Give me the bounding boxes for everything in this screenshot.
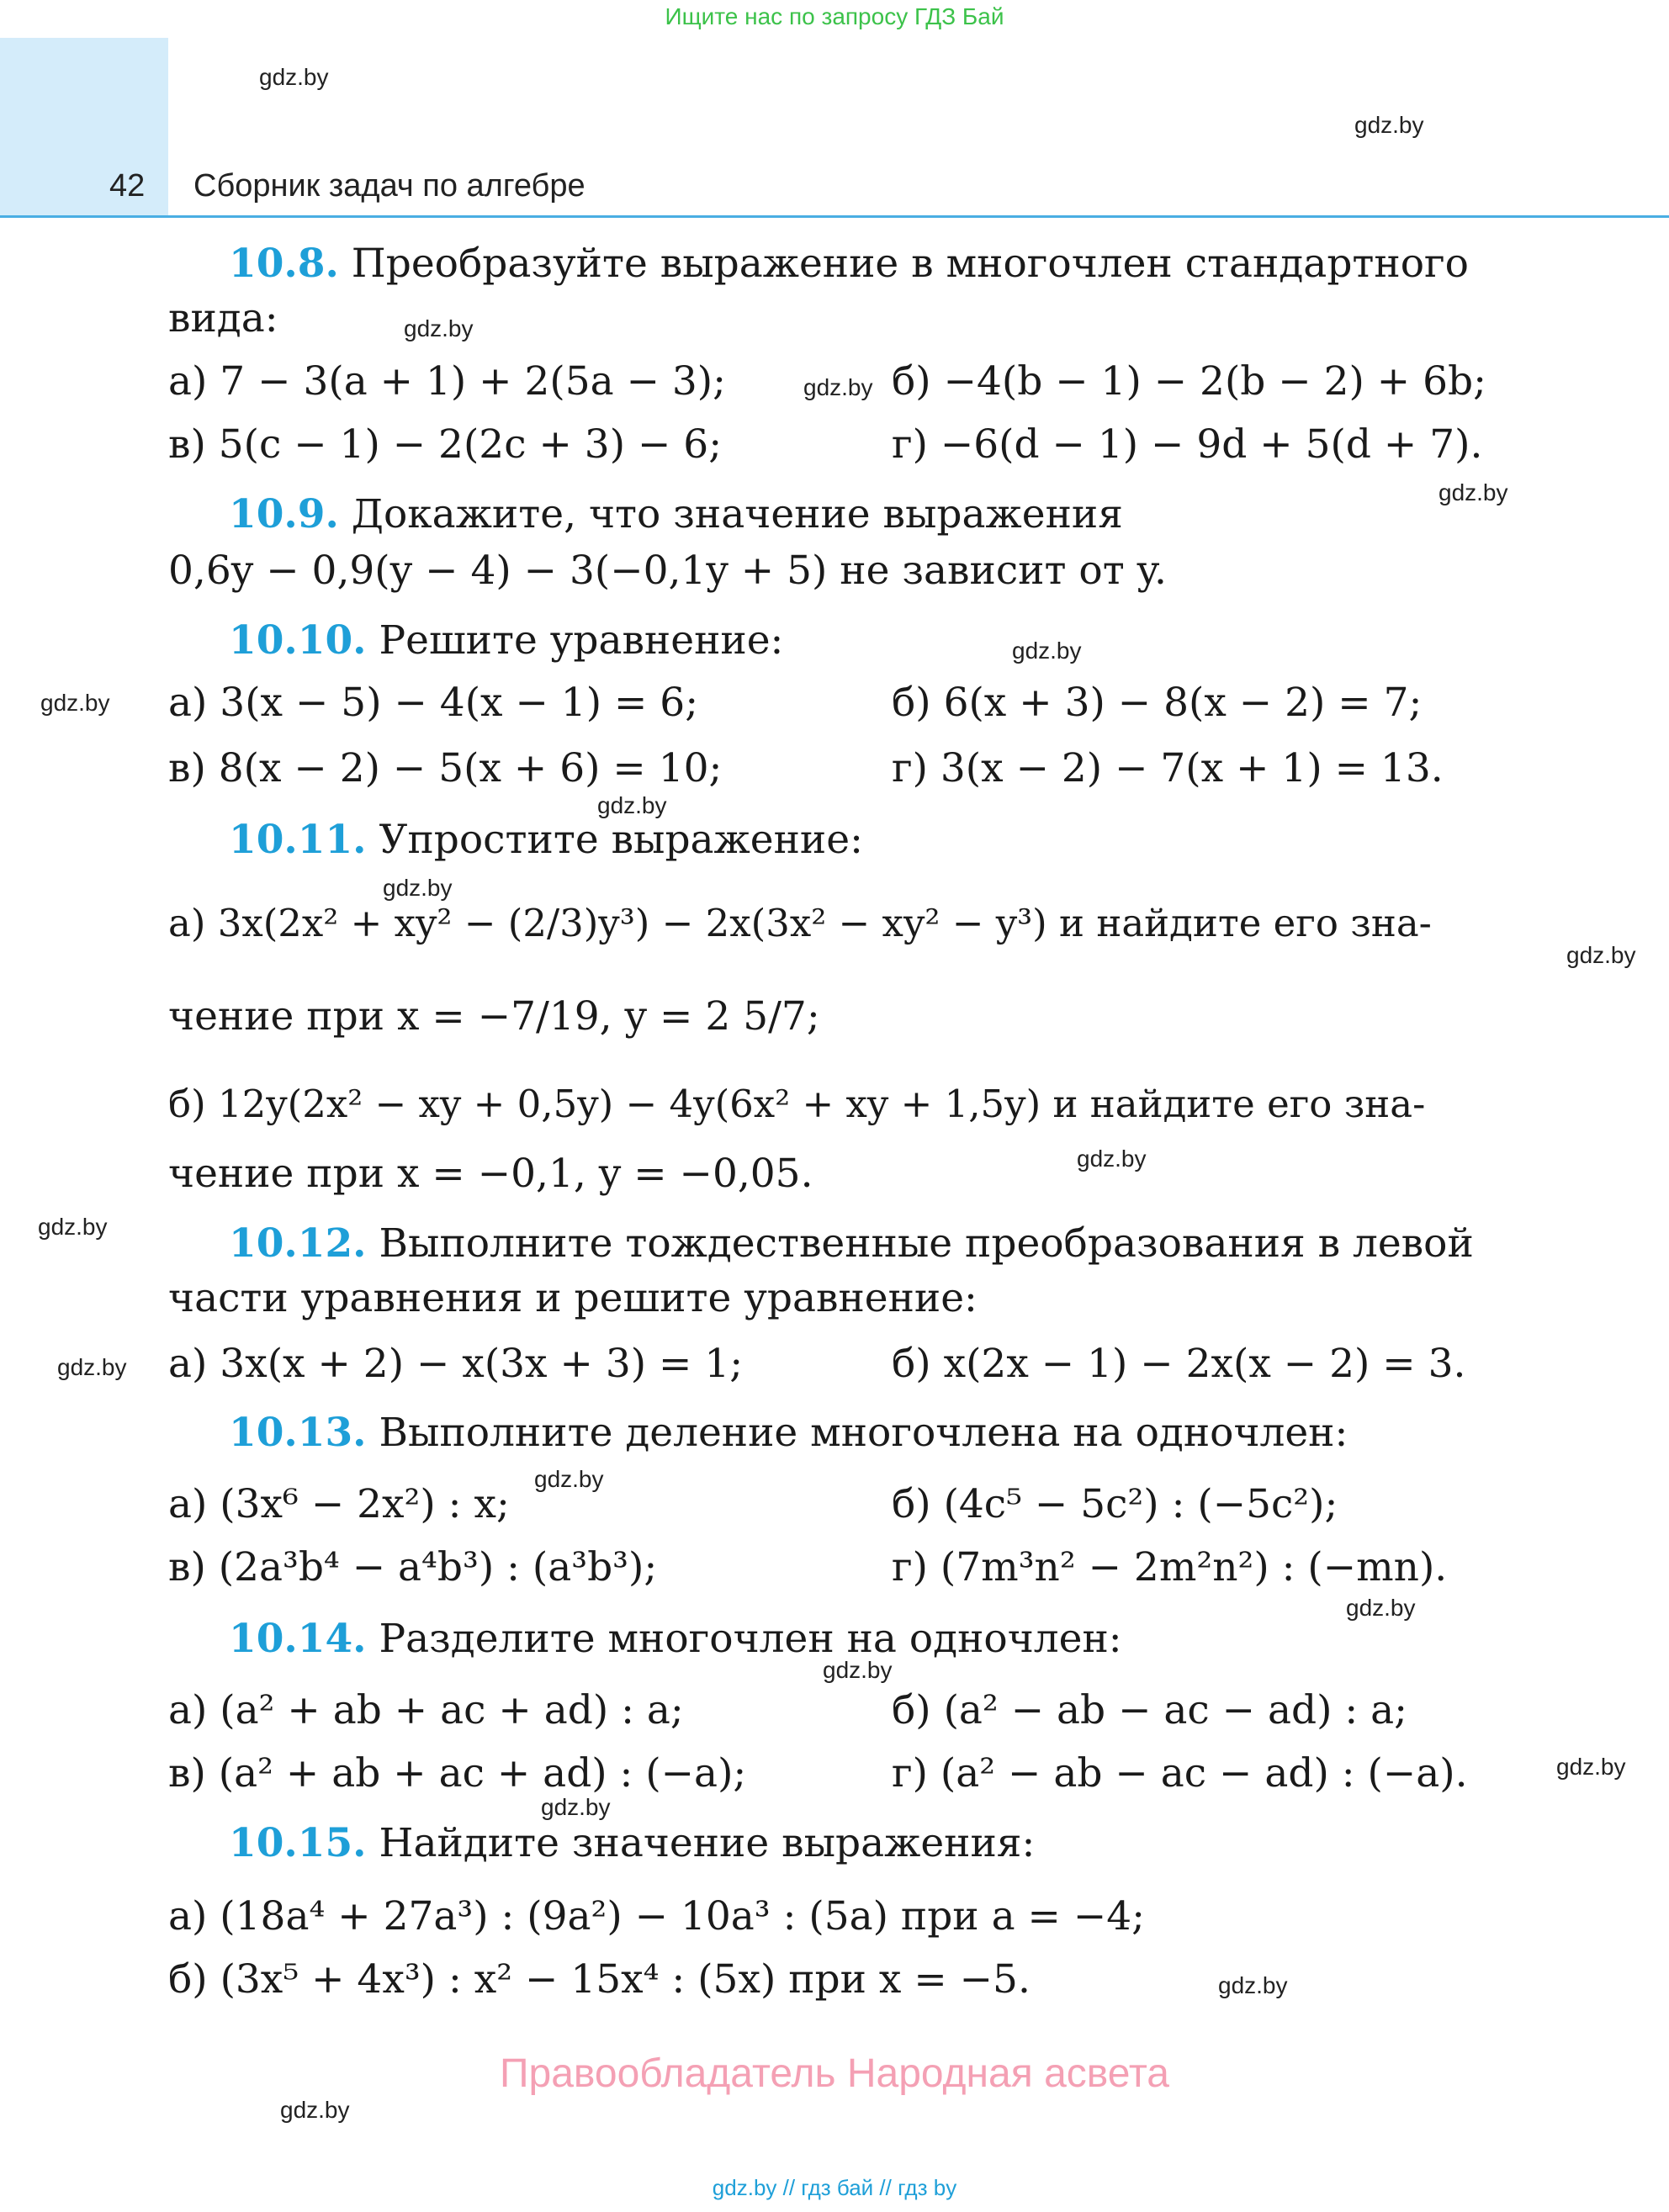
watermark: gdz.by [1218, 1972, 1288, 1998]
problem-10-13-b: б) (4c⁵ − 5c²) : (−5c²); [892, 1481, 1338, 1527]
problem-text: Решите уравнение: [379, 617, 784, 664]
watermark: gdz.by [1556, 1754, 1626, 1780]
problem-10-13-g: г) (7m³n² − 2m²n²) : (−mn). [892, 1544, 1448, 1590]
watermark: gdz.by [280, 2097, 350, 2123]
watermark: gdz.by [534, 1466, 604, 1492]
problem-10-10-v: в) 8(x − 2) − 5(x + 6) = 10; [168, 745, 723, 791]
footer-links[interactable]: gdz.by // гдз бай // гдз by [712, 2175, 957, 2200]
problem-number: 10.10. [229, 617, 367, 664]
watermark: gdz.by [1077, 1146, 1147, 1172]
watermark: gdz.by [1439, 479, 1508, 505]
problem-10-13-v: в) (2a³b⁴ − a⁴b³) : (a³b³); [168, 1544, 658, 1590]
watermark: gdz.by [259, 64, 329, 90]
problem-10-11-title [229, 817, 863, 863]
page-number: 42 [109, 168, 146, 204]
problem-text: Выполните деление многочлена на одночлен: [379, 1410, 1348, 1456]
problem-10-14-a: а) (a² + ab + ac + ad) : a; [168, 1687, 684, 1733]
problem-10-14-g: г) (a² − ab − ac − ad) : (−a). [892, 1750, 1468, 1797]
problem-text: Преобразуйте выражение в многочлен стандартного [351, 241, 1469, 287]
problem-10-8-line-1 [229, 241, 1469, 287]
copyright-notice: Правообладатель Народная асвета [500, 2051, 1169, 2096]
problem-10-12-a: а) 3x(x + 2) − x(3x + 3) = 1; [168, 1341, 744, 1387]
problem-number: 10.8. [229, 241, 339, 287]
problem-text: Разделите многочлен на одночлен: [379, 1616, 1122, 1662]
problem-number: 10.9. [229, 491, 339, 537]
problem-10-14-title [229, 1616, 1122, 1662]
problem-10-9-line-1 [229, 491, 1123, 537]
watermark: gdz.by [1354, 112, 1424, 138]
problem-10-8-a: а) 7 − 3(a + 1) + 2(5a − 3); [168, 358, 726, 405]
watermark: gdz.by [383, 875, 453, 901]
problem-text: Докажите, что значение выражения [351, 491, 1123, 537]
problem-text: Упростите выражение: [379, 817, 863, 863]
watermark: gdz.by [597, 792, 667, 818]
problem-10-13-title [229, 1410, 1348, 1456]
problem-10-10-title [229, 617, 784, 664]
book-title: Сборник задач по алгебре [193, 168, 585, 204]
problem-10-11-a-line-1: а) 3x(2x² + xy² − (2/3)y³) − 2x(3x² − xy² − y³) и найдите его зна- [168, 901, 1432, 945]
problem-10-12-line-1 [229, 1220, 1474, 1267]
watermark: gdz.by [1566, 942, 1636, 968]
watermark: gdz.by [1346, 1595, 1416, 1621]
problem-10-14-b: б) (a² − ab − ac − ad) : a; [892, 1687, 1408, 1733]
problem-10-11-a-line-2: чение при x = −7/19, y = 2 5/7; [168, 993, 820, 1040]
watermark: gdz.by [541, 1794, 611, 1820]
watermark: gdz.by [57, 1354, 127, 1380]
problem-10-11-b-line-1: б) 12y(2x² − xy + 0,5y) − 4y(6x² + xy + 1,5y) и найдите его зна- [168, 1082, 1426, 1126]
problem-text: Найдите значение выражения: [379, 1820, 1036, 1866]
problem-10-15-title [229, 1820, 1036, 1866]
watermark: gdz.by [1012, 638, 1082, 664]
problem-10-12-line-2: части уравнения и решите уравнение: [168, 1275, 978, 1321]
problem-10-13-a: а) (3x⁶ − 2x²) : x; [168, 1481, 510, 1527]
watermark: gdz.by [38, 1214, 108, 1240]
watermark: gdz.by [823, 1657, 893, 1683]
problem-10-10-b: б) 6(x + 3) − 8(x − 2) = 7; [892, 680, 1423, 726]
problem-10-8-v: в) 5(c − 1) − 2(2c + 3) − 6; [168, 421, 723, 468]
top-banner[interactable]: Ищите нас по запросу ГДЗ Бай [665, 3, 1004, 29]
problem-10-8-g: г) −6(d − 1) − 9d + 5(d + 7). [892, 421, 1483, 468]
problem-10-8-line-2: вида: [168, 295, 278, 341]
problem-10-10-a: а) 3(x − 5) − 4(x − 1) = 6; [168, 680, 699, 726]
problem-10-14-v: в) (a² + ab + ac + ad) : (−a); [168, 1750, 747, 1797]
problem-10-11-b-line-2: чение при x = −0,1, y = −0,05. [168, 1151, 813, 1197]
problem-number: 10.12. [229, 1220, 367, 1267]
problem-10-8-b: б) −4(b − 1) − 2(b − 2) + 6b; [892, 358, 1486, 405]
problem-10-12-b: б) x(2x − 1) − 2x(x − 2) = 3. [892, 1341, 1466, 1387]
problem-10-15-b: б) (3x⁵ + 4x³) : x² − 15x⁴ : (5x) при x = −5. [168, 1956, 1031, 2003]
problem-10-10-g: г) 3(x − 2) − 7(x + 1) = 13. [892, 745, 1444, 791]
watermark: gdz.by [404, 315, 474, 341]
watermark: gdz.by [40, 690, 110, 716]
problem-number: 10.15. [229, 1820, 367, 1866]
problem-10-9-line-2: 0,6y − 0,9(y − 4) − 3(−0,1y + 5) не зависит от y. [168, 548, 1167, 594]
problem-number: 10.14. [229, 1616, 367, 1662]
header-divider [0, 215, 1669, 218]
problem-text: Выполните тождественные преобразования в левой [379, 1220, 1474, 1267]
watermark: gdz.by [803, 374, 873, 400]
problem-10-15-a: а) (18a⁴ + 27a³) : (9a²) − 10a³ : (5a) при a = −4; [168, 1893, 1145, 1939]
problem-number: 10.11. [229, 817, 367, 863]
problem-number: 10.13. [229, 1410, 367, 1456]
